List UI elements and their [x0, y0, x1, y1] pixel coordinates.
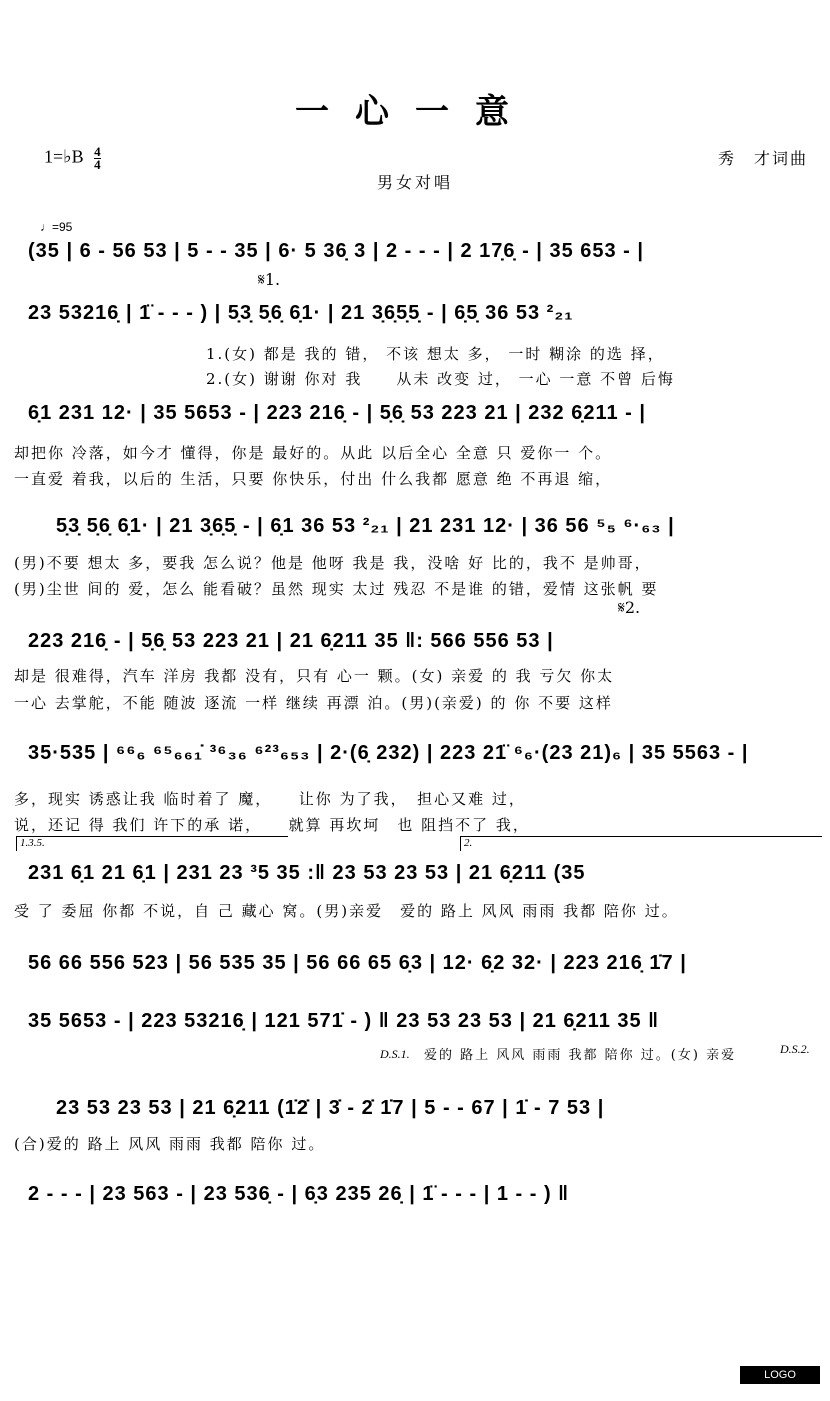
lyric-line-7: 受 了 委屈 你都 不说，自 己 藏心 窝。(男)亲爱 爱的 路上 风风 雨雨 我都 陪你 过。: [14, 902, 679, 920]
credit: 秀 才词曲: [717, 149, 808, 168]
lyric-line-9: 爱的 路上 风风 雨雨 我都 陪你 过。(女) 亲爱: [424, 1048, 737, 1063]
lyric-line-3b: 一直爱 着我，以后的 生活，只要 你快乐，付出 什么我都 愿意 绝 不再退 缩，: [14, 470, 613, 488]
notation-line-11: 2 - - - | 23 563 - | 23 536̣ - | 6̣3 235 26̣ | 1̈ - - - | 1 - - ) ‖: [28, 1183, 570, 1205]
lyric-line-2b: 2.(女) 谢谢 你对 我 从未 改变 过， 一心 一意 不曾 后悔: [206, 370, 675, 388]
notation-line-5: 223 216̣ - | 5̣6̣ 53 223 21 | 21 6̣211 35 ‖: 566 556 53 |: [28, 630, 554, 652]
notation-line-8: 56 66 556 523 | 56 535 35 | 56 66 65 6̣3 | 12· 6̣2 32· | 223 216̣ 1̇7 |: [28, 952, 687, 974]
lyric-line-4a: (男)不要 想太 多，要我 怎么说？他是 他呀 我是 我，没啥 好 比的，我不 是帅哥，: [14, 554, 652, 572]
notation-line-1: (35 | 6 - 56 53 | 5 - - 35 | 6· 5 36̣ 3 | 2 - - - | 2 17̣6̣ - | 35 653 - |: [28, 240, 644, 262]
notation-line-3: 6̣1 231 12· | 35 5653 - | 223 216̣ - | 5̣6̣ 53 223 21 | 232 6̣211 - |: [28, 402, 646, 424]
tempo-mark: ♩=95: [40, 220, 73, 234]
lyric-line-3a: 却把你 冷落，如今才 懂得，你是 最好的。从此 以后全心 全意 只 爱你一 个。: [14, 444, 613, 462]
song-title: 一心一意: [295, 92, 535, 132]
segno-2: 𝄋2.: [618, 598, 641, 617]
time-denominator: 4: [94, 157, 101, 172]
lyric-line-6a: 多，现实 诱惑让我 临时着了 魔， 让你 为了我， 担心又难 过，: [14, 790, 526, 808]
subtitle: 男女对唱: [376, 173, 453, 192]
watermark-logo: LOGO: [740, 1366, 820, 1384]
notation-line-10: 23 53 23 53 | 21 6̣211 (1̇2̇ | 3̇ - 2̇ 1̇7 | 5 - - 67 | 1̇ - 7 53 |: [56, 1097, 605, 1119]
time-signature: [94, 146, 101, 171]
segno-1: 𝄋1.: [258, 270, 281, 289]
lyric-line-2a: 1.(女) 都是 我的 错， 不该 想太 多， 一时 糊涂 的选 择，: [206, 345, 665, 363]
notation-line-2: 23 53216̣ | 1̈ - - - ) | 5̣3̣ 5̣6̣ 6̣1· | 21 3̣6̣5̣5̣ - | 6̣5̣ 36 53 ²₂₁: [28, 302, 574, 324]
notation-line-9: 35 5653 - | 223 53216̣ | 121 571̇ - ) ‖ 23 53 23 53 | 21 6̣211 35 ‖: [28, 1010, 660, 1032]
lyric-line-6b: 说，还记 得 我们 许下的承 诺， 就算 再坎坷 也 阻挡不了 我，: [14, 816, 530, 834]
time-numerator: 4: [94, 144, 101, 159]
lyric-line-4b: (男)尘世 间的 爱，怎么 能看破？虽然 现实 太过 残忍 不是谁 的错，爱情 这张帆 要: [14, 580, 659, 598]
key-label: 1=♭B: [44, 146, 84, 167]
notation-line-7: 231 6̣1 21 6̣1 | 231 23 ³5 35 :‖ 23 53 23 53 | 21 6̣211 (35: [28, 862, 586, 884]
ds1-mark: D.S.1.: [380, 1047, 410, 1061]
notation-line-4: 5̣3̣ 5̣6̣ 6̣1· | 21 3̣6̣5̣ - | 6̣1 36 53 ²₂₁ | 21 231 12· | 36 56 ⁵₅ ⁶·₆₃ |: [56, 515, 675, 537]
key-signature: [44, 146, 101, 171]
volta-1: 1.3.5.: [16, 836, 288, 851]
notation-line-6: 35·535 | ⁶⁶₆ ⁶⁵₆₆₁̇ ³⁶₃₆ ⁶²³₆₅₃ | 2·(6̣ 232) | 223 21̈ ⁶₆·(23 21)₆ | 35 5563 - |: [28, 742, 749, 764]
lyric-line-5b: 一心 去掌舵，不能 随波 逐流 一样 继续 再漂 泊。(男)(亲爱) 的 你 不要 这样: [14, 694, 613, 712]
ds2-mark: D.S.2.: [780, 1042, 810, 1056]
lyric-line-5a: 却是 很难得，汽车 洋房 我都 没有，只有 心一 颗。(女) 亲爱 的 我 亏欠 你太: [14, 667, 615, 685]
lyric-line-10: (合)爱的 路上 风风 雨雨 我都 陪你 过。: [14, 1135, 326, 1153]
volta-2: 2.: [460, 836, 822, 851]
